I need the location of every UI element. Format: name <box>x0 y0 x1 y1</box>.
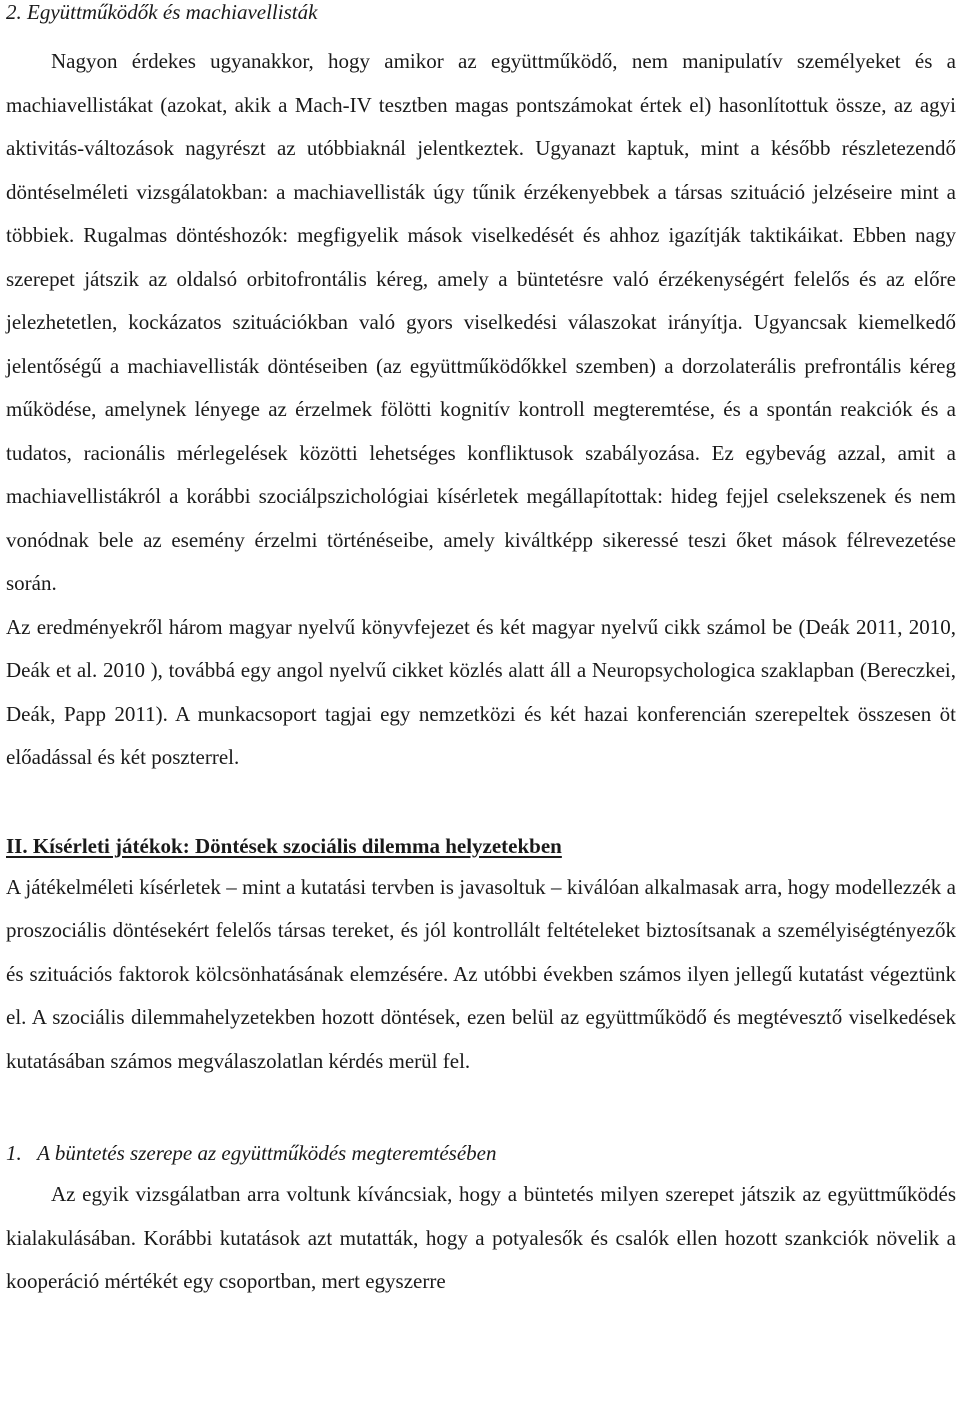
spacer <box>6 1083 956 1141</box>
section-title-experimental-games: II. Kísérleti játékok: Döntések szociális dilemma helyzetekben <box>6 833 562 858</box>
document-page <box>6 0 956 1304</box>
paragraph-punishment: Az egyik vizsgálatban arra voltunk kíváncsiak, hogy a büntetés milyen szerepet játszik az együttműködés kialakulásában. Korábbi kutatások azt mutatták, hogy a potyalesők és csalók ellen hozott szankciók növelik a kooperáció mértékét egy csoportban, mert egyszerre <box>6 1182 956 1293</box>
paragraph-publications: Az eredményekről három magyar nyelvű könyvfejezet és két magyar nyelvű cikk számol be (Deák 2011, 2010, Deák et al. 2010 ), továbbá egy angol nyelvű cikket közlés alatt áll a Neuropsychologica szaklapban (Bereczkei, Deák, Papp 2011). A munkacsoport tagjai egy nemzetközi és két hazai konferencián szerepeltek összesen öt előadással és két poszterrel. <box>6 614 956 769</box>
spacer <box>6 1165 956 1173</box>
spacer <box>6 858 956 866</box>
subsection-heading-punishment: 1. A büntetés szerepe az együttműködés megteremtésében <box>6 1141 497 1165</box>
subsection-heading-2: 2. Együttműködők és machiavellisták <box>6 0 318 24</box>
paragraph-game-theory: A játékelméleti kísérletek – mint a kutatási tervben is javasoltuk – kiválóan alkalmasak arra, hogy modellezzék a proszociális döntésekért felelős társas tereket, és jól kontrollált feltételeket biztosítsanak a személyiségtényezők és szituációs faktorok kölcsönhatásának elemzésére. Az utóbbi években számos ilyen jellegű kutatást végeztünk el. A szociális dilemmahelyzetekben hozott döntések, ezen belül az együttműködő és megtévesztő viselkedések kutatásában számos megválaszolatlan kérdés merül fel. <box>6 874 956 1073</box>
paragraph-machiavellians-brain: Nagyon érdekes ugyanakkor, hogy amikor az együttműködő, nem manipulatív személyeket és a machiavellistákat (azokat, akik a Mach-IV tesztben magas pontszámokat értek el) hasonlítottuk össze, az agyi aktivitás-változások nagyrészt az utóbbiaknál jelentkeztek. Ugyanazt kaptuk, mint a később részletezendő döntéselméleti vizsgálatokban: a machiavellisták úgy tűnik érzékenyebbek a társas szituáció jelzéseire mint a többiek. Rugalmas döntéshozók: megfigyelik mások viselkedését és ahhoz igazítják taktikáikat. Ebben nagy szerepet játszik az oldalsó orbitofrontális kéreg, amely a büntetésre való érzékenységért felelős és az előre jelezhetetlen, kockázatos szituációkban való gyors viselkedési válaszokat irányítja. Ugyancsak kiemelkedő jelentőségű a machiavellisták döntéseiben (az együttműködőkkel szemben) a dorzolaterális prefrontális kéreg működése, amelynek lényege az érzelmek fölötti kognitív kontroll megteremtése, és a spontán reakciók és a tudatos, racionális mérlegelések közötti lehetséges konfliktusok szabályozása. Ez egybevág azzal, amit a machiavellistákról a korábbi szociálpszichológiai kísérletek megállapítottak: hideg fejjel cselekszenek és nem vonódnak bele az esemény érzelmi történéseibe, amely kiváltképp sikeressé teszi őket mások félrevezetése során. <box>6 49 956 595</box>
spacer <box>6 780 956 834</box>
